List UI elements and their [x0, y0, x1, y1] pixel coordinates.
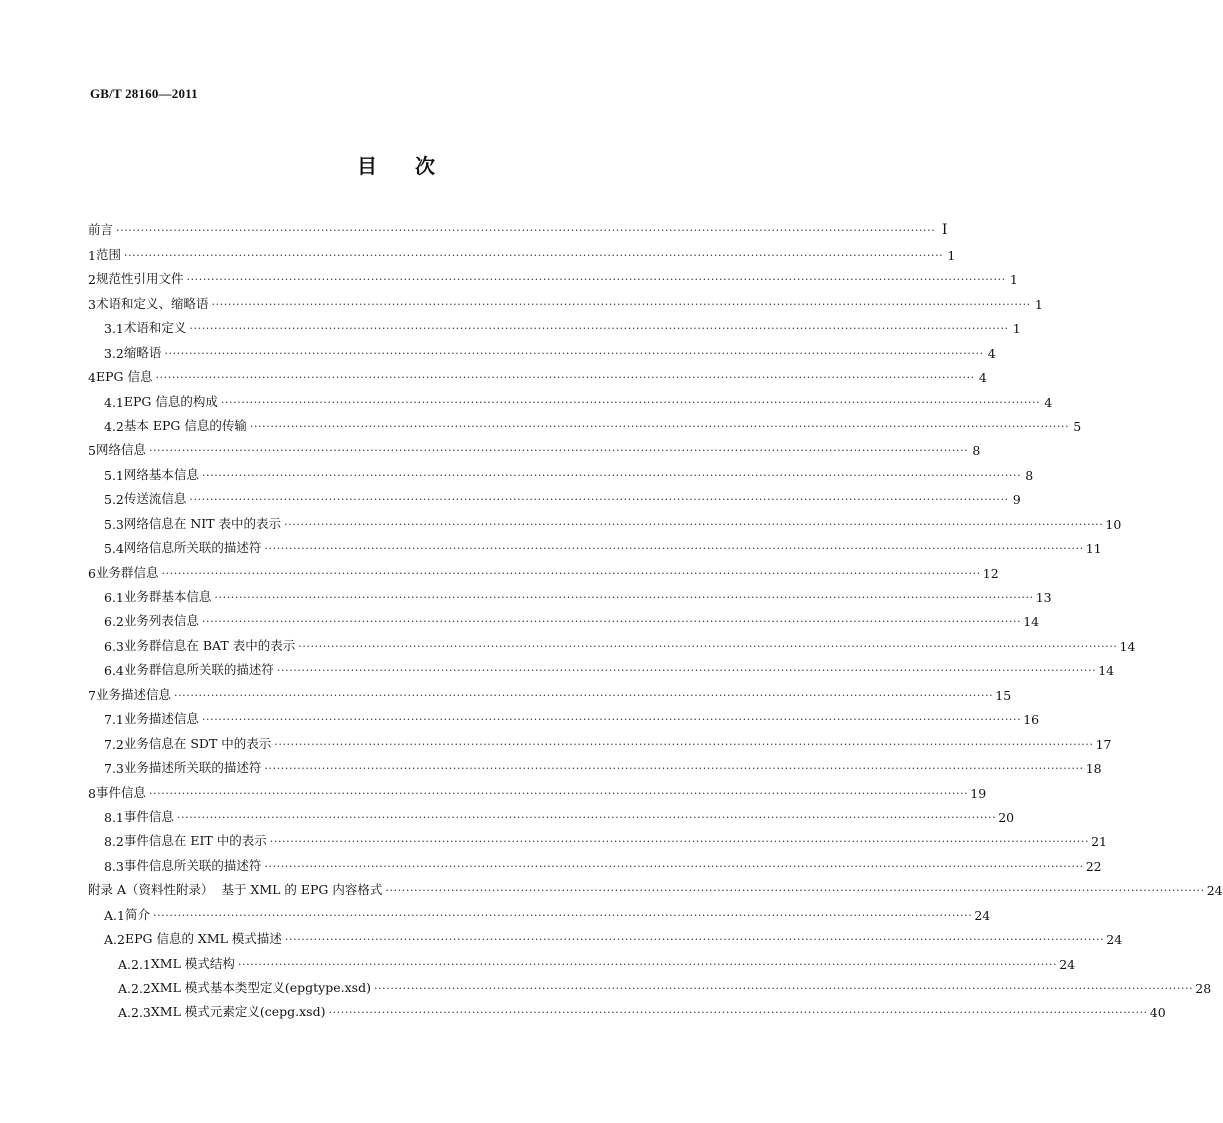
toc-entry-number: 8.3 [104, 858, 124, 874]
toc-entry-number: 8.1 [104, 809, 124, 825]
title-char-left: 目 [357, 154, 379, 178]
toc-entry-number: 5.4 [104, 541, 124, 557]
toc-entry-number: 4.1 [104, 394, 124, 410]
toc-entry[interactable] [88, 385, 1053, 410]
toc-entry-title: 业务群信息所关联的描述符 [123, 662, 274, 678]
toc-leader-dots: ········································································································································································································ [201, 468, 1022, 482]
toc-entry[interactable] [88, 581, 1052, 605]
toc-entry-page: 1 [1009, 272, 1018, 288]
toc-entry-page: 4 [1044, 394, 1053, 410]
toc-leader-dots: ········································································································································································································ [211, 297, 1031, 311]
toc-entry-title: 简介 [124, 906, 150, 922]
toc-entry[interactable] [88, 996, 1166, 1021]
toc-leader-dots: ········································································································································································································ [148, 786, 969, 800]
toc-entry-page: 1 [947, 247, 956, 263]
toc-entry[interactable] [88, 874, 1223, 899]
toc-entry-page: 16 [1023, 712, 1040, 728]
toc-entry-page: 4 [978, 370, 987, 386]
toc-entry-title: XML 模式结构 [150, 955, 235, 971]
toc-entry-page: 13 [1035, 590, 1052, 605]
toc-entry[interactable] [88, 629, 1136, 654]
toc-entry[interactable] [88, 312, 1021, 337]
toc-leader-dots: ········································································································································································································ [189, 322, 1009, 336]
toc-entry-number: 5.1 [104, 467, 124, 483]
toc-entry-page: 11 [1085, 541, 1102, 557]
toc-entry-number: A.1 [104, 907, 125, 923]
toc-entry[interactable] [88, 703, 1040, 728]
toc-leader-dots: ········································································································································································································ [123, 248, 944, 262]
toc-entry[interactable] [88, 605, 1040, 630]
toc-entry[interactable] [88, 947, 1076, 972]
standard-code: GB/T 28160—2011 [90, 86, 198, 101]
toc-entry-title: 附录 A（资料性附录） 基于 XML 的 EPG 内容格式 [88, 882, 383, 898]
toc-entry-number: 8 [88, 785, 96, 801]
toc-entry[interactable] [88, 776, 987, 801]
toc-entry-page: 28 [1195, 981, 1212, 996]
toc-entry[interactable] [88, 336, 996, 361]
toc-entry-title: EPG 信息 [95, 369, 153, 385]
toc-entry-number: 6.3 [104, 638, 124, 654]
toc-leader-dots: ········································································································································································································ [274, 737, 1094, 751]
toc-entry[interactable] [88, 507, 1122, 532]
toc-entry-number: 6.2 [104, 614, 124, 630]
toc-leader-dots: ········································································································································································································ [186, 273, 1006, 287]
toc-leader-dots: ········································································································································································································ [249, 419, 1070, 433]
toc-entry-title: 事件信息在 EIT 中的表示 [123, 833, 267, 849]
toc-leader-dots: ········································································································································································································ [164, 346, 984, 360]
toc-entry-title: XML 模式元素定义(cepg.xsd) [150, 1004, 326, 1020]
toc-entry-number: 3.1 [104, 321, 124, 337]
toc-entry[interactable] [88, 410, 1082, 434]
toc-leader-dots: ········································································································································································································ [269, 835, 1090, 849]
toc-leader-dots: ········································································································································································································ [201, 713, 1022, 727]
toc-entry[interactable] [88, 434, 981, 459]
toc-entry-number: 2 [88, 272, 96, 288]
toc-entry-page: 24 [1059, 956, 1076, 972]
toc-entry[interactable] [88, 727, 1112, 752]
toc-entry-page: 24 [1206, 883, 1223, 899]
toc-entry-number: 6.1 [104, 590, 124, 605]
toc-leader-dots: ········································································································································································································ [298, 639, 1118, 653]
toc-entry-number: A.2.2 [118, 981, 151, 996]
toc-entry-number: A.2.3 [118, 1005, 151, 1021]
toc-entry-number: 3 [88, 296, 96, 312]
toc-entry-title: 业务列表信息 [123, 613, 199, 629]
toc-entry[interactable] [88, 483, 1021, 508]
toc-leader-dots: ········································································································································································································ [237, 957, 1058, 971]
toc-entry[interactable] [88, 361, 987, 386]
toc-entry[interactable] [88, 849, 1102, 874]
toc-leader-dots: ········································································································································································································ [264, 542, 1084, 556]
toc-entry-page: 8 [1025, 467, 1034, 483]
toc-entry-title: 业务群信息在 BAT 表中的表示 [123, 637, 296, 653]
toc-leader-dots: ········································································································································································································ [176, 810, 997, 824]
toc-entry-title: 网络信息在 NIT 表中的表示 [123, 515, 282, 531]
toc-entry-number: 8.2 [104, 834, 124, 850]
toc-entry-number: A.2 [104, 932, 125, 948]
toc-leader-dots: ········································································································································································································ [276, 664, 1097, 678]
toc-entry-title: 基本 EPG 信息的传输 [123, 417, 247, 433]
toc-entry-title: 事件信息所关联的描述符 [123, 857, 262, 873]
toc-entry-number: 7 [88, 687, 96, 703]
toc-leader-dots: ········································································································································································································ [373, 982, 1194, 995]
toc-leader-dots: ········································································································································································································ [284, 517, 1104, 531]
toc-leader-dots: ········································································································································································································ [284, 933, 1105, 947]
toc-leader-dots: ········································································································································································································ [161, 566, 981, 580]
toc-entry-number: 6 [88, 565, 96, 581]
toc-entry-number: 5.3 [104, 516, 124, 532]
toc-entry-title: 缩略语 [123, 344, 162, 360]
toc-entry[interactable] [88, 458, 1034, 483]
toc-entry[interactable] [88, 825, 1107, 850]
toc-entry-page: 15 [995, 687, 1012, 703]
toc-entry-number: 7.3 [104, 761, 124, 777]
page-title [0, 150, 794, 179]
toc-entry[interactable] [88, 556, 999, 581]
toc-entry[interactable] [88, 972, 1212, 996]
toc-leader-dots: ········································································································································································································ [328, 1006, 1148, 1020]
toc-entry-title: EPG 信息的 XML 模式描述 [124, 931, 282, 947]
toc-entry-title: 网络信息所关联的描述符 [123, 540, 262, 556]
toc-entry-page: 8 [972, 443, 981, 459]
toc-entry-page: 14 [1023, 614, 1040, 630]
toc-entry-title: 事件信息 [95, 784, 146, 800]
toc-entry[interactable] [88, 654, 1115, 679]
toc-leader-dots: ········································································································································································································ [220, 395, 1041, 409]
toc-entry-number: A.2.1 [118, 956, 151, 972]
toc-entry-title: 业务描述信息 [95, 686, 171, 702]
toc-entry-page: 9 [1012, 492, 1021, 508]
toc-entry-title: 前言 [88, 222, 114, 238]
toc-entry-page: 21 [1091, 834, 1107, 850]
toc-entry-page: 14 [1119, 638, 1136, 654]
toc-entry-title: EPG 信息的构成 [123, 393, 218, 409]
toc-entry[interactable] [88, 801, 1015, 825]
toc-entry-page: 4 [987, 345, 996, 361]
toc-leader-dots: ········································································································································································································ [116, 224, 936, 238]
toc-entry-title: 范围 [95, 246, 121, 262]
toc-entry-page: 24 [1106, 932, 1123, 948]
toc-leader-dots: ········································································································································································································ [214, 591, 1034, 604]
toc-leader-dots: ········································································································································································································ [264, 859, 1084, 873]
toc-leader-dots: ········································································································································································································ [201, 615, 1022, 629]
table-of-contents [88, 214, 1223, 1021]
toc-entry-page: 24 [974, 907, 991, 923]
toc-entry-number: 6.4 [104, 663, 124, 679]
toc-entry-number: 7.1 [104, 712, 124, 728]
toc-entry-number: 1 [88, 247, 96, 263]
toc-entry-page: 19 [970, 785, 987, 801]
toc-entry-title: 规范性引用文件 [95, 271, 184, 287]
toc-entry[interactable] [88, 287, 1043, 312]
toc-entry-title: 网络基本信息 [123, 466, 199, 482]
toc-leader-dots: ········································································································································································································ [152, 908, 973, 922]
toc-entry-page: 40 [1149, 1005, 1166, 1021]
toc-entry-number: 5.2 [104, 492, 124, 508]
title-char-right: 次 [415, 154, 437, 178]
toc-entry[interactable] [88, 214, 948, 239]
toc-entry-page: 1 [1012, 321, 1021, 337]
toc-entry[interactable] [88, 898, 991, 923]
toc-entry[interactable] [88, 678, 1012, 703]
toc-entry-page: I [941, 222, 948, 239]
toc-entry-title: 术语和定义、缩略语 [95, 295, 209, 311]
toc-entry-title: 术语和定义 [123, 320, 187, 336]
toc-entry[interactable] [88, 238, 956, 263]
toc-entry-page: 14 [1098, 663, 1115, 679]
toc-entry-page: 22 [1085, 858, 1102, 874]
toc-entry-title: 业务描述所关联的描述符 [123, 760, 262, 776]
toc-leader-dots: ········································································································································································································ [189, 493, 1009, 507]
toc-entry-page: 20 [998, 809, 1015, 825]
toc-entry-page: 10 [1105, 516, 1122, 532]
toc-entry-number: 5 [88, 443, 96, 459]
toc-entry-title: 传送流信息 [123, 491, 187, 507]
toc-entry-number: 4.2 [104, 418, 124, 434]
toc-entry[interactable] [88, 923, 1123, 948]
toc-entry[interactable] [88, 263, 1018, 288]
toc-entry-title: 网络信息 [95, 442, 146, 458]
toc-entry-title: 业务群信息 [95, 564, 159, 580]
toc-entry-page: 5 [1073, 418, 1082, 434]
toc-entry-page: 18 [1085, 761, 1102, 777]
toc-leader-dots: ········································································································································································································ [148, 444, 969, 458]
toc-entry-number: 7.2 [104, 736, 124, 752]
toc-entry[interactable] [88, 532, 1102, 557]
toc-entry-title: 业务群基本信息 [123, 589, 212, 604]
toc-entry-page: 17 [1095, 736, 1112, 752]
toc-leader-dots: ········································································································································································································ [155, 371, 975, 385]
toc-entry[interactable] [88, 752, 1102, 777]
toc-entry-title: 事件信息 [123, 808, 174, 824]
toc-entry-page: 12 [982, 565, 999, 581]
toc-entry-title: XML 模式基本类型定义(epgtype.xsd) [150, 980, 371, 995]
toc-entry-title: 业务信息在 SDT 中的表示 [123, 735, 272, 751]
toc-entry-page: 1 [1034, 296, 1043, 312]
toc-leader-dots: ········································································································································································································ [264, 762, 1084, 776]
toc-entry-number: 4 [88, 370, 96, 386]
toc-entry-title: 业务描述信息 [123, 711, 199, 727]
toc-entry-number: 3.2 [104, 345, 124, 361]
toc-leader-dots: ········································································································································································································ [385, 884, 1205, 898]
toc-leader-dots: ········································································································································································································ [173, 688, 994, 702]
